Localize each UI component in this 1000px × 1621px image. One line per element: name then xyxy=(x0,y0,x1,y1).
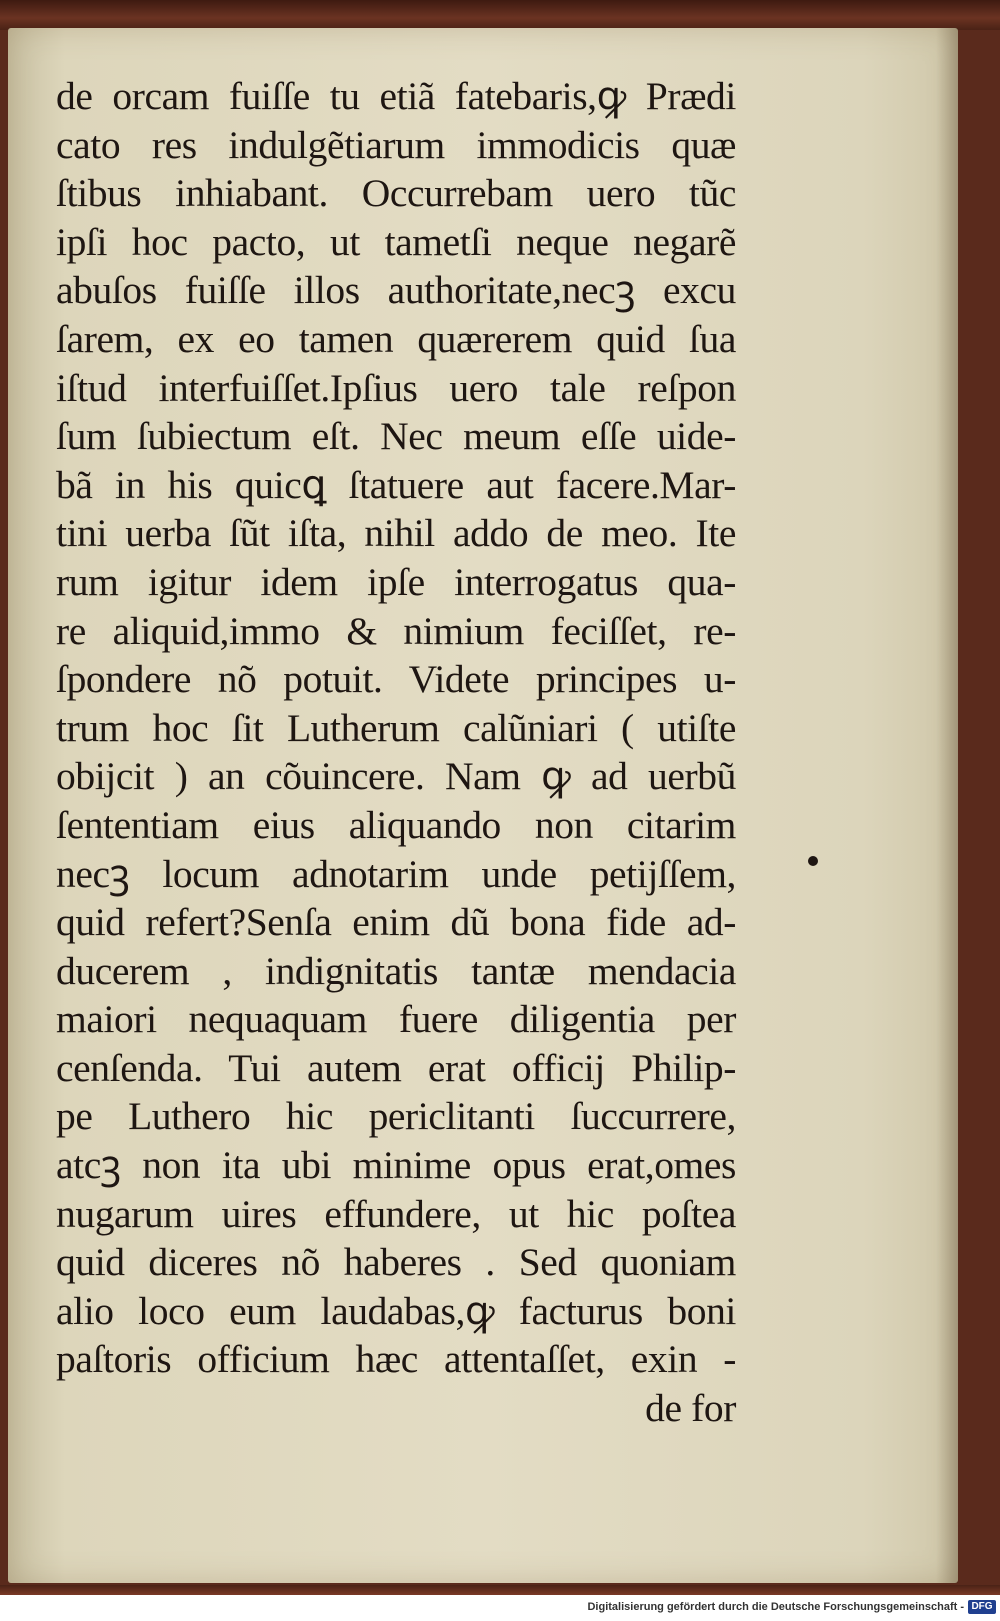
page-text-block xyxy=(56,72,736,1433)
text-line: atcꝫ non ita ubi minime opus erat,omes xyxy=(56,1143,736,1188)
dfg-logo: DFG xyxy=(968,1600,996,1614)
ink-spot xyxy=(808,856,818,866)
text-line: re aliquid,immo & nimium feciſſet, re- xyxy=(56,608,736,653)
text-line: obijcit ) an cõuincere. Nam ꝙ ad uerbũ xyxy=(56,754,736,799)
text-line: ſarem, ex eo tamen quærerem quid ſua xyxy=(56,316,736,361)
text-line: rum igitur idem ipſe interrogatus qua- xyxy=(56,559,736,604)
text-line: iſtud interfuiſſet.Ipſius uero tale reſpon xyxy=(56,365,736,410)
text-line: trum hoc ſit Lutherum calũniari ( utiſte xyxy=(56,705,736,750)
text-line: necꝫ locum adnotarim unde petijſſem, xyxy=(56,851,736,896)
digitization-footer xyxy=(0,1595,1000,1621)
text-line: alio loco eum laudabas,ꝙ facturus boni xyxy=(56,1288,736,1333)
text-line: cato res indulgẽtiarum immodicis quæ xyxy=(56,122,736,167)
text-line: ſtibus inhiabant. Occurrebam uero tũc xyxy=(56,171,736,216)
text-line: bã in his quicꝗ ſtatuere aut facere.Mar- xyxy=(56,462,736,507)
text-line: tini uerba ſũt iſta, nihil addo de meo. Ite xyxy=(56,511,736,556)
text-line: nugarum uires effundere, ut hic poſtea xyxy=(56,1191,736,1236)
text-line: ducerem , indignitatis tantæ mendacia xyxy=(56,948,736,993)
text-line: ſum ſubiectum eſt. Nec meum eſſe uide- xyxy=(56,414,736,459)
book-binding-top xyxy=(0,0,1000,30)
text-line: quid refert?Senſa enim dũ bona fide ad- xyxy=(56,900,736,945)
text-line: ſpondere nõ potuit. Videte principes u- xyxy=(56,657,736,702)
text-line: de orcam fuiſſe tu etiã fatebaris,ꝙ Prædi xyxy=(56,74,736,118)
text-line: quid diceres nõ haberes . Sed quoniam xyxy=(56,1240,736,1285)
catchword: de for xyxy=(645,1386,736,1431)
book-binding-bottom xyxy=(0,1585,1000,1595)
book-page xyxy=(8,28,958,1583)
text-line: cenſenda. Tui autem erat officij Philip- xyxy=(56,1045,736,1090)
text-line: pe Luthero hic periclitanti ſuccurrere, xyxy=(56,1094,736,1139)
text-line: abuſos fuiſſe illos authoritate,necꝫ excu xyxy=(56,268,736,313)
text-line: maiori nequaquam fuere diligentia per xyxy=(56,997,736,1042)
text-line: paſtoris officium hæc attentaſſet, exin - xyxy=(56,1337,736,1382)
text-line: ſententiam eius aliquando non citarim xyxy=(56,802,736,847)
text-line: ipſi hoc pacto, ut tametſi neque negarẽ xyxy=(56,219,736,264)
funding-credit: Digitalisierung gefördert durch die Deutsche Forschungsgemeinschaft - xyxy=(587,1601,964,1613)
